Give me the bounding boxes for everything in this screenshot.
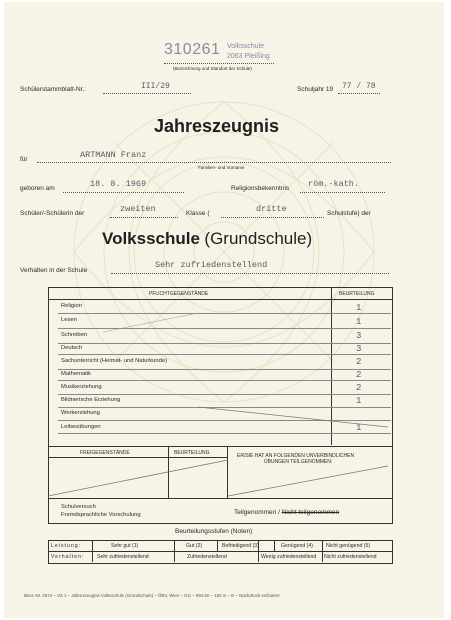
- scale-cell: Nicht zufriedenstellend: [324, 554, 377, 560]
- school-type-paren: (Grundschule): [204, 229, 313, 248]
- religion-label: Religionsbekenntnis: [231, 185, 290, 192]
- grade-value: 3: [356, 344, 362, 354]
- document-number: 310261: [164, 41, 221, 58]
- grade-value: 3: [356, 331, 362, 341]
- scale-row1-label: Leistung:: [51, 543, 82, 549]
- born-label: geboren am: [20, 185, 55, 192]
- school-name: Volksschule: [227, 43, 264, 50]
- school-type-heading: [102, 229, 312, 249]
- subjects-header: PFLICHTGEGENSTÄNDE: [149, 291, 209, 297]
- subject-row: Musikerziehung: [61, 384, 102, 390]
- subject-row: Werkerziehung: [61, 410, 100, 416]
- religion-value: röm.-kath.: [308, 179, 360, 189]
- subject-row: Leibesübungen: [61, 424, 101, 430]
- exercises-header-2: ÜBUNGEN TEILGENOMMEN:: [264, 459, 333, 465]
- subject-row: Religion: [61, 303, 82, 309]
- free-subjects-header: FREIGEGENSTÄNDE: [80, 450, 130, 456]
- scale-row2-label: Verhalten:: [51, 554, 85, 560]
- pupil-name: ARTMANN Franz: [80, 150, 147, 160]
- subject-row: Bildnerische Erziehung: [61, 397, 121, 403]
- exercises-header-1: ER/SIE HAT AN FOLGENDEN UNVERBINDLICHEN: [237, 453, 355, 459]
- scale-cell: Gut (2): [186, 543, 203, 549]
- grade-value: 1: [356, 396, 362, 406]
- trial-status: [234, 509, 339, 516]
- record-label: Schülerstammblatt-Nr.:: [20, 86, 87, 93]
- free-grade-header: BEURTEILUNG: [174, 450, 210, 456]
- grade-value: 1: [356, 317, 362, 327]
- subject-row: Sachunterricht (Heimat- und Naturkunde): [61, 358, 168, 364]
- level-label: Schulstufe) der: [327, 210, 371, 217]
- school-type: Volksschule: [102, 229, 200, 248]
- trial-line-2: Fremdsprachliche Vorschulung: [61, 512, 141, 518]
- subject-row: Schreiben: [61, 332, 88, 338]
- school-level: dritte: [256, 204, 287, 214]
- strike-lines: [48, 287, 392, 446]
- class-label: Klasse (: [186, 210, 210, 217]
- school-caption: (Bezeichnung und Standort der Schule): [173, 66, 252, 71]
- trial-taken: Teilgenommen: [234, 509, 277, 516]
- scale-cell: Sehr gut (1): [111, 543, 139, 549]
- grade-value: 2: [356, 383, 362, 393]
- name-prefix: für: [20, 156, 28, 163]
- school-location: 2063 Pleißing: [227, 53, 270, 60]
- grade-value: 2: [356, 370, 362, 380]
- document-title: Jahreszeugnis: [154, 116, 280, 136]
- scale-title: Beurteilungsstufen (Noten): [175, 528, 253, 535]
- pupil-label: Schüler/-Schülerin der: [20, 210, 85, 217]
- grade-ordinal: zweiten: [120, 204, 156, 214]
- free-subjects-strike: [48, 446, 392, 499]
- trial-line-1: Schulversuch: [61, 504, 96, 510]
- subject-row: Mathematik: [61, 371, 91, 377]
- conduct-value: Sehr zufriedenstellend: [155, 260, 268, 270]
- birth-date: 18. 8. 1969: [90, 179, 147, 189]
- scale-cell: Genügend (4): [281, 543, 314, 549]
- subject-row: Lesen: [61, 317, 77, 323]
- school-trial-block: [48, 498, 393, 524]
- school-year-label: Schuljahr 19: [297, 86, 334, 93]
- scale-cell: Befriedigend (3): [222, 543, 259, 549]
- trial-slash: /: [276, 509, 282, 516]
- scale-cell: Nicht genügend (5): [326, 543, 371, 549]
- grade-value: 1: [356, 303, 362, 313]
- record-value: III/29: [141, 82, 170, 91]
- grade-header: BEURTEILUNG: [339, 291, 375, 297]
- scale-cell: Wenig zufriedenstellend: [261, 554, 317, 560]
- grade-value: 2: [356, 357, 362, 367]
- conduct-label: Verhalten in der Schule: [20, 267, 88, 274]
- grade-value: 1: [356, 423, 362, 433]
- footer-order-line: Best.-Nr. 2674 – VS 1 – Jahreszeugnis Volksschule (Grundschule) – ÖBV, Wien – GG – 994.60 – 160 m – E – Nachdruck verboten!: [24, 593, 280, 598]
- certificate-sheet: [4, 2, 444, 618]
- trial-not-taken: Nicht teilgenommen: [281, 509, 340, 516]
- subject-row: Deutsch: [61, 345, 83, 351]
- scale-cell: Zufriedenstellend: [187, 554, 227, 560]
- name-caption: Familien- und Vorname: [198, 165, 245, 170]
- school-year-value: 77 / 78: [342, 82, 376, 91]
- scale-cell: Sehr zufriedenstellend: [97, 554, 149, 560]
